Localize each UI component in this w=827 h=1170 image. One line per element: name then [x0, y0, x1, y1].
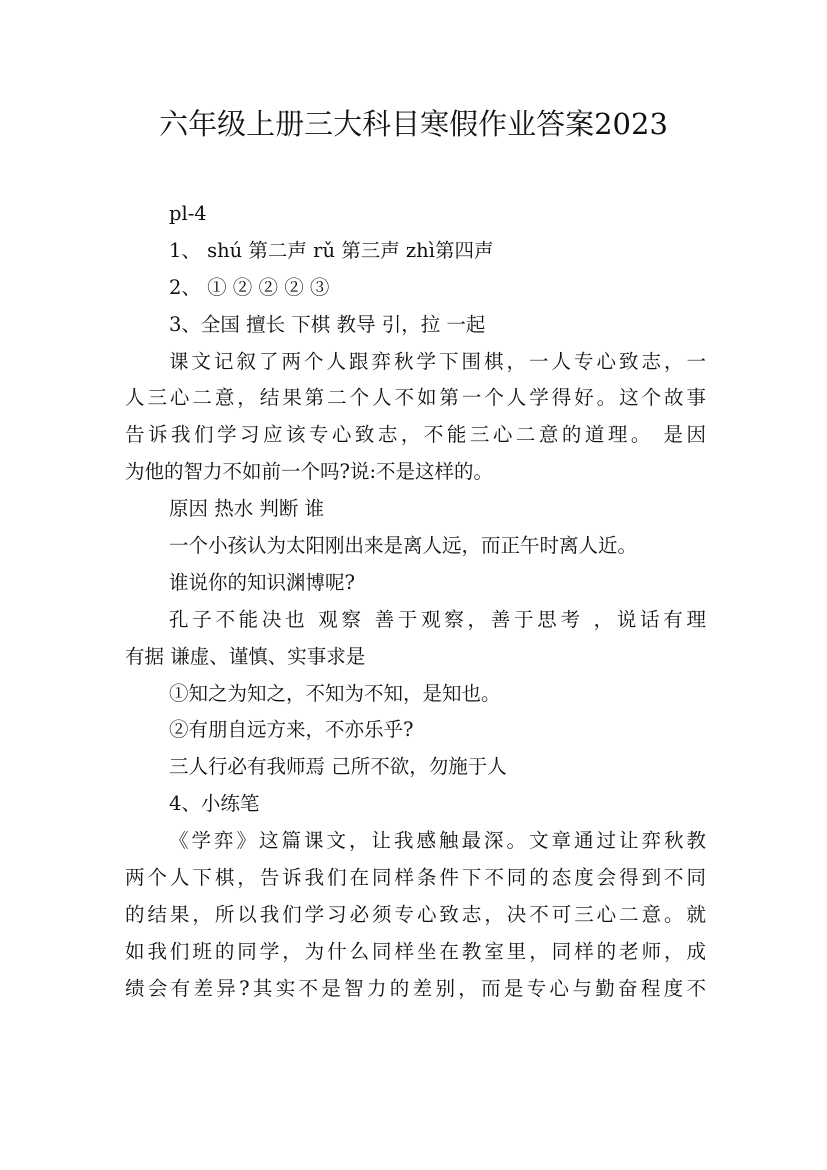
text-line: 1、 shú 第二声 rǔ 第三声 zhì第四声 [169, 238, 494, 262]
text-line: 两个人下棋，告诉我们在同样条件下不同的态度会得到不同 [125, 866, 706, 890]
text-line: 告诉我们学习应该专心致志，不能三心二意的道理。 是因 [125, 423, 706, 447]
text-line: 有据 谦虚、谨慎、实事求是 [125, 644, 366, 668]
text-line: ①知之为知之，不知为不知，是知也。 [169, 681, 501, 705]
text-line: 孔子不能决也 观察 善于观察，善于思考 ，说话有理 [169, 607, 706, 631]
text-line: 2、 ① ② ② ② ③ [169, 275, 330, 299]
text-line: 课文记叙了两个人跟弈秋学下围棋，一人专心致志，一 [169, 349, 706, 373]
text-line: 如我们班的同学，为什么同样坐在教室里，同样的老师，成 [125, 939, 706, 963]
text-line: ②有朋自远方来，不亦乐乎? [169, 718, 414, 742]
text-line: 绩会有差异?其实不是智力的差别，而是专心与勤奋程度不 [125, 976, 706, 1000]
text-line: 4、小练笔 [169, 792, 260, 816]
text-line: 人三心二意，结果第二个人不如第一个人学得好。这个故事 [125, 386, 706, 410]
text-line: 《学弈》这篇课文，让我感触最深。文章通过让弈秋教 [169, 829, 706, 853]
text-line: 的结果，所以我们学习必须专心致志，决不可三心二意。就 [125, 902, 706, 926]
text-line: 一个小孩认为太阳刚出来是离人远，而正午时离人近。 [169, 534, 638, 558]
text-line: pl-4 [169, 202, 207, 225]
text-line: 3、全国 擅长 下棋 教导 引，拉 一起 [169, 312, 486, 336]
text-line: 原因 热水 判断 谁 [169, 497, 325, 521]
text-line: 谁说你的知识渊博呢? [169, 570, 355, 594]
document-body [125, 196, 725, 1008]
document-title: 六年级上册三大科目寒假作业答案2023 [159, 107, 668, 141]
text-line: 三人行必有我师焉 己所不欲，勿施于人 [169, 755, 507, 779]
text-line: 为他的智力不如前一个吗?说:不是这样的。 [125, 460, 494, 484]
